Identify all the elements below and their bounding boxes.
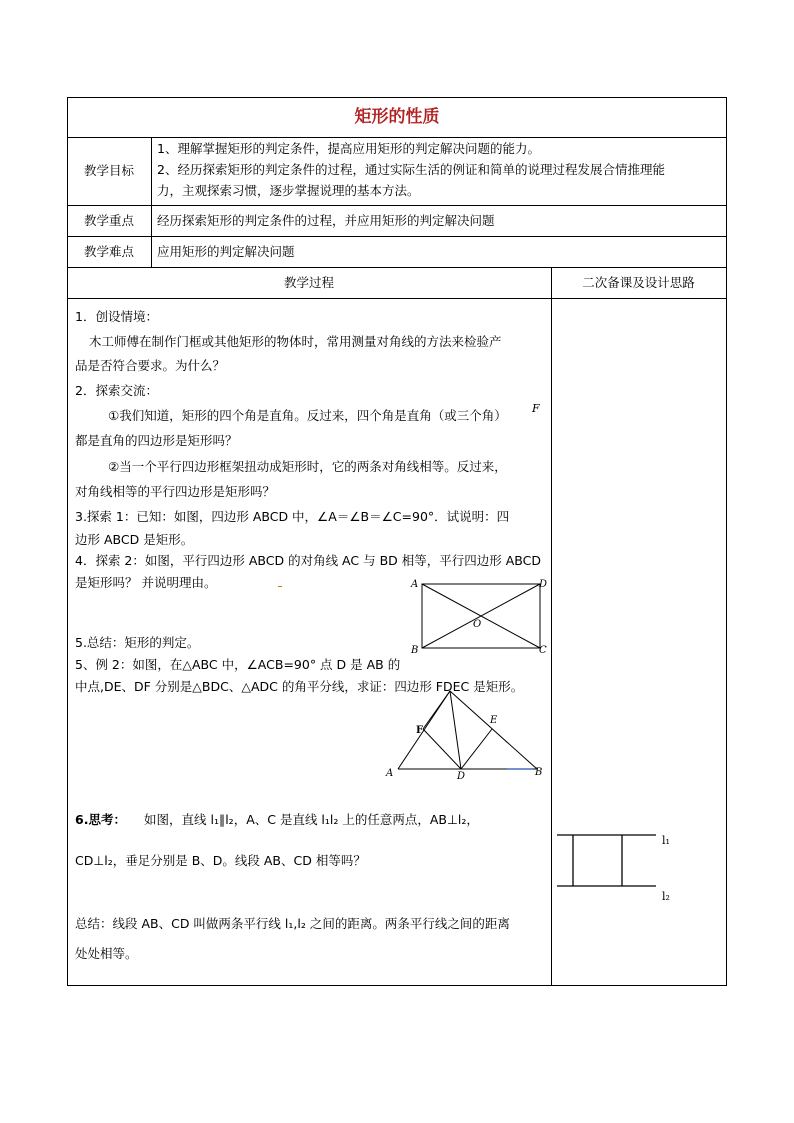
section-1-line-2: 品是否符合要求。为什么？: [75, 358, 226, 373]
section-5-example-line-1: 5、例 2：如图，在△ABC 中，∠ACB=90° 点 D 是 AB 的: [75, 657, 401, 672]
rectangle-figure: [408, 575, 553, 657]
tri-label-a: A: [386, 768, 394, 779]
tri-label-e: E: [490, 715, 498, 726]
section-3-line-2: 边形 ABCD 是矩形。: [75, 532, 194, 547]
section-6-title: 6.思考：: [75, 812, 126, 827]
parallel-lines-figure: [552, 826, 682, 906]
section-3-line-1: 3.探索 1：已知：如图，四边形 ABCD 中，∠A＝∠B＝∠C=90°．试说明：四: [75, 509, 510, 524]
section-7-line-2: 处处相等。: [75, 946, 138, 961]
section-6-line-1: 如图，直线 l₁∥l₂，A、C 是直线 l₁l₂ 上的任意两点，AB⊥l₂，: [144, 812, 479, 827]
rect-label-o: O: [473, 619, 482, 630]
section-1-title: 1．创设情境：: [75, 309, 158, 324]
stray-mark: F: [532, 402, 540, 415]
goal-line-2: 2、经历探索矩形的判定条件的过程，通过实际生活的例证和简单的说理过程发展合情推理能: [157, 162, 665, 177]
rect-label-a: A: [411, 579, 419, 590]
section-6-line-2: CD⊥l₂，垂足分别是 B、D。线段 AB、CD 相等吗？: [75, 853, 366, 868]
difficulty-label: 教学难点: [83, 244, 134, 259]
page-title: 矩形的性质: [354, 107, 440, 127]
goal-label: 教学目标: [83, 163, 134, 178]
tri-label-f: F: [416, 725, 424, 736]
section-2-title: 2．探索交流：: [75, 383, 158, 398]
small-dash-mark: [278, 586, 282, 587]
section-5-example-line-2: 中点,DE、DF 分别是△BDC、△ADC 的角平分线，求证：四边形 FDEC 是矩形。: [75, 679, 524, 694]
section-7-line-1: 总结：线段 AB、CD 叫做两条平行线 l₁,l₂ 之间的距离。两条平行线之间的距离: [75, 916, 510, 931]
difficulty-text: 应用矩形的判定解决问题: [157, 244, 295, 259]
rect-label-c: C: [539, 645, 547, 656]
section-4-line-2: 是矩形吗？ 并说明理由。: [75, 575, 217, 590]
key-text: 经历探索矩形的判定条件的过程，并应用矩形的判定解决问题: [157, 213, 495, 228]
rect-label-d: D: [539, 579, 548, 590]
section-5-summary: 5.总结：矩形的判定。: [75, 635, 200, 650]
tri-label-b: B: [535, 767, 543, 778]
section-2-q2-line-2: 对角线相等的平行四边形是矩形吗？: [75, 484, 276, 499]
rect-label-b: B: [411, 645, 419, 656]
tri-label-d: D: [457, 771, 466, 779]
line-label-l1: l₁: [662, 834, 670, 847]
notes-label: 二次备课及设计思路: [582, 275, 695, 290]
goal-line-1: 1、理解掌握矩形的判定条件，提高应用矩形的判定解决问题的能力。: [157, 141, 540, 156]
key-label: 教学重点: [83, 213, 134, 228]
section-2-q2-line-1: ②当一个平行四边形框架扭动成矩形时，它的两条对角线相等。反过来，: [108, 459, 507, 474]
section-4-line-1: 4．探索 2：如图，平行四边形 ABCD 的对角线 AC 与 BD 相等，平行四边形 ABCD: [75, 553, 541, 568]
section-2-q1-line-1: ①我们知道，矩形的四个角是直角。反过来，四个角是直角（或三个角）: [108, 408, 507, 423]
triangle-figure: [383, 683, 548, 779]
goal-line-3: 力，主观探索习惯，逐步掌握说理的基本方法。: [157, 183, 420, 198]
section-1-line-1: 木工师傅在制作门框或其他矩形的物体时，常用测量对角线的方法来检验产: [89, 334, 502, 349]
process-label: 教学过程: [283, 275, 334, 290]
section-2-q1-line-2: 都是直角的四边形是矩形吗？: [75, 433, 238, 448]
line-label-l2: l₂: [662, 890, 670, 903]
